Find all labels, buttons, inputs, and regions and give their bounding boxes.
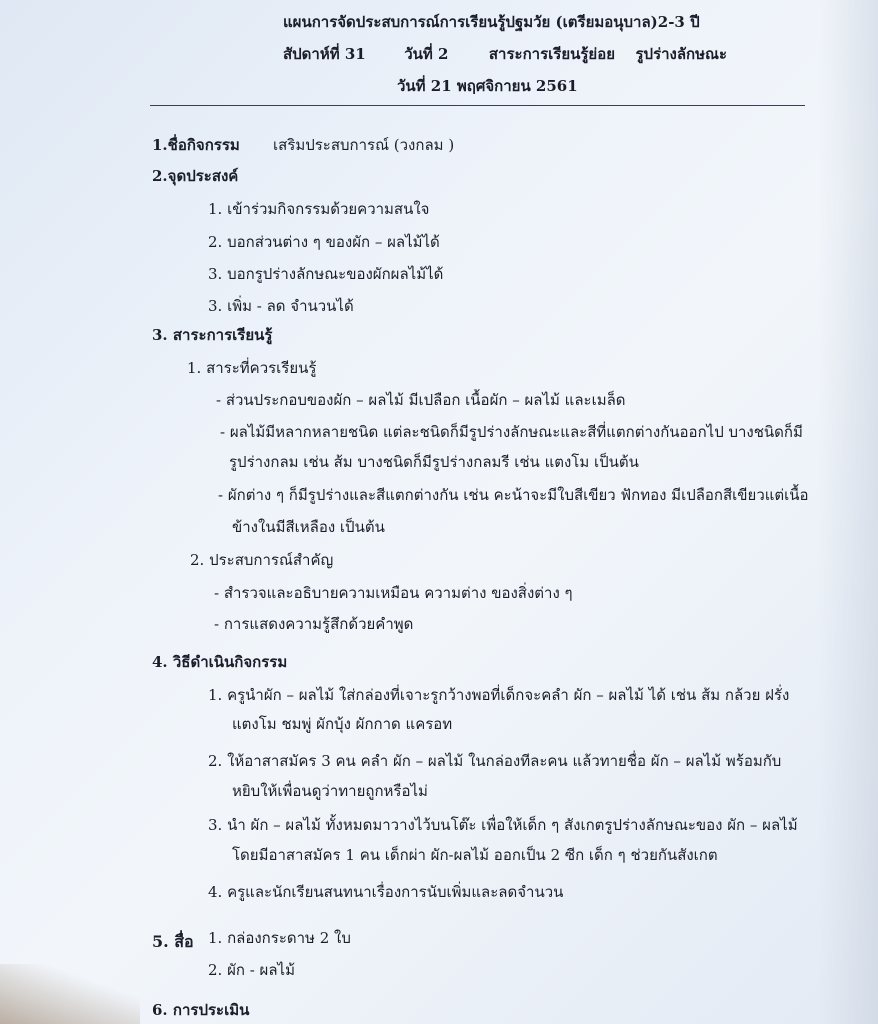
content-line: - ผลไม้มีหลากหลายชนิด แต่ละชนิดก็มีรูปร่างลักษณะและสีที่แตกต่างกันออกไป บางชนิดก็มี [220, 423, 803, 441]
section3-sub1-heading: 1. สาระที่ควรเรียนรู้ [187, 359, 317, 377]
objective-item: 3. เพิ่ม - ลด จำนวนได้ [208, 297, 354, 315]
header-meta [283, 44, 727, 64]
section3-heading: 3. สาระการเรียนรู้ [152, 326, 273, 344]
content-line: - การแสดงความรู้สึกด้วยคำพูด [214, 615, 414, 633]
objective-item: 3. บอกรูปร่างลักษณะของผักผลไม้ได้ [208, 265, 444, 283]
day-label: วันที่ 2 [404, 45, 449, 63]
week-label: สัปดาห์ที่ 31 [283, 45, 366, 63]
section5-heading: 5. สื่อ [152, 932, 194, 951]
procedure-line: 1. ครูนำผัก – ผลไม้ ใส่กล่องที่เจาะรูกว้างพอที่เด็กจะคลำ ผัก – ผลไม้ ได้ เช่น ส้ม กล้วย ฝรั่ง [208, 686, 790, 704]
procedure-line: แตงโม ชมพู่ ผักบุ้ง ผักกาด แครอท [232, 715, 453, 733]
doc-date: วันที่ 21 พฤศจิกายน 2561 [397, 77, 578, 95]
subtopic-value: รูปร่างลักษณะ [635, 45, 728, 63]
procedure-line: หยิบให้เพื่อนดูว่าทายถูกหรือไม่ [232, 782, 428, 800]
header-divider [150, 105, 805, 106]
content-line: - ผักต่าง ๆ ก็มีรูปร่างและสีแตกต่างกัน เช่น คะน้าจะมีใบสีเขียว ฟักทอง มีเปลือกสีเขียวแต่เนื้อ [218, 486, 809, 504]
subtopic-label: สาระการเรียนรู้ย่อย [488, 45, 616, 63]
doc-title: แผนการจัดประสบการณ์การเรียนรู้ปฐมวัย (เตรียมอนุบาล)2-3 ปี [283, 13, 700, 31]
procedure-line: 3. นำ ผัก – ผลไม้ ทั้งหมดมาวางไว้บนโต๊ะ เพื่อให้เด็ก ๆ สังเกตรูปร่างลักษณะของ ผัก – ผลไม้ [208, 816, 798, 834]
page-shadow [818, 0, 878, 1024]
procedure-line: 2. ให้อาสาสมัคร 3 คน คลำ ผัก – ผลไม้ ในกล่องทีละคน แล้วทายชื่อ ผัก – ผลไม้ พร้อมกับ [208, 752, 782, 770]
material-item: 1. กล่องกระดาษ 2 ใบ [208, 929, 351, 947]
section3-sub2-heading: 2. ประสบการณ์สำคัญ [190, 551, 334, 569]
content-line: - สำรวจและอธิบายความเหมือน ความต่าง ของสิ่งต่าง ๆ [214, 584, 573, 602]
activity-name: เสริมประสบการณ์ (วงกลม ) [273, 136, 455, 154]
content-line: - ส่วนประกอบของผัก – ผลไม้ มีเปลือก เนื้อผัก – ผลไม้ และเมล็ด [216, 391, 626, 409]
section1-heading: 1.ชื่อกิจกรรม [152, 136, 240, 154]
content-line: ข้างในมีสีเหลือง เป็นต้น [232, 518, 385, 536]
content-line: รูปร่างกลม เช่น ส้ม บางชนิดก็มีรูปร่างกลมรี เช่น แตงโม เป็นต้น [229, 453, 639, 471]
section2-heading: 2.จุดประสงค์ [152, 167, 239, 185]
background-corner [0, 964, 140, 1024]
procedure-line: โดยมีอาสาสมัคร 1 คน เด็กผ่า ผัก-ผลไม้ ออกเป็น 2 ซีก เด็ก ๆ ช่วยกันสังเกต [232, 846, 718, 864]
section6-heading: 6. การประเมิน [152, 1001, 250, 1019]
objective-item: 1. เข้าร่วมกิจกรรมด้วยความสนใจ [208, 200, 430, 218]
material-item: 2. ผัก - ผลไม้ [208, 961, 295, 979]
objective-item: 2. บอกส่วนต่าง ๆ ของผัก – ผลไม้ได้ [208, 233, 440, 251]
section4-heading: 4. วิธีดำเนินกิจกรรม [152, 653, 288, 671]
procedure-line: 4. ครูและนักเรียนสนทนาเรื่องการนับเพิ่มและลดจำนวน [208, 883, 564, 901]
